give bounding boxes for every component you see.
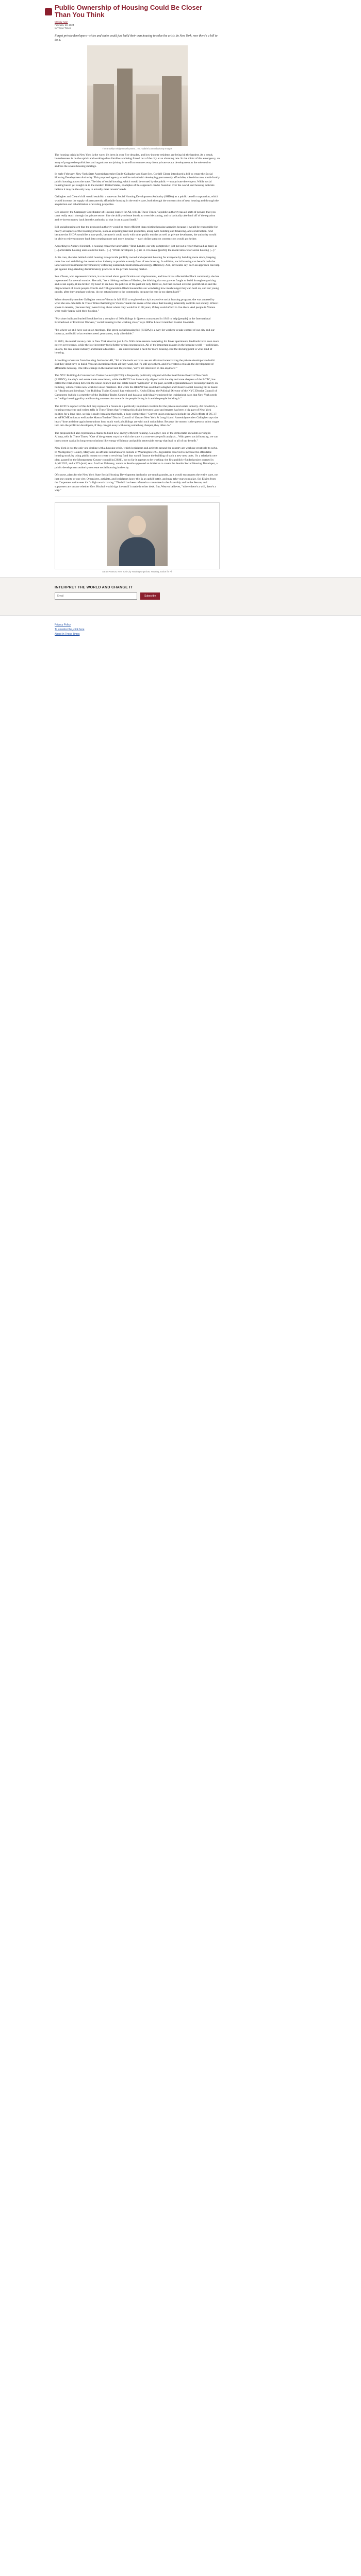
author-photo: [107, 505, 168, 566]
byline: [55, 21, 220, 30]
privacy-policy-link[interactable]: Privacy Policy: [55, 623, 71, 626]
paragraph: Bill socialhousing.org that the proposed authority would be more efficient than existing housing agencies because it would be responsible for nearly all aspects of the housing process, such as acquiring land and properties, along with building and financing, and construction. And because the SHDA would be a non-profit, because it could work with other public entities as well as private developers, the authority would be able to reinvest money back into creating more and more housing — each dollar spent on construction would go further.: [55, 226, 218, 241]
page: [0, 0, 361, 647]
paragraph: Of course, plans for the New York State Social Housing Development Authority are much grander, as it would encompass the entire state, not just one county or one city. Organizers, activists, and legislators know this is an uphill battle, and may take years to realize. Sol Elkins from the Carpenters union sees it's "a fight worth having." The bill has been referred to committee in the Assembly and in the Senate, and supporters are unsure whether Gov. Hochul would sign it even if it made it to her desk. But, Weaver believes, "where there's a will, there's a way.": [55, 473, 218, 492]
paragraph: The NYC Building & Construction Trades Council (BCTC) is frequently politically aligned with the Real Estate Board of New York (REBNY), the city's real estate trade association, while the BCTC has historically aligned with the city and state chapters of the BCTC, has called the relationship between the union council and real estate board "symbiotic" in the past, as both organizations are focused primarily on building, which creates new work for union members. But while the REBNY has said that Gallagher and Cleare's social housing bill is based in "idealism and ideology," the Building Trades Council has embraced it. Kevin Elkins, the Political Director of the NYC District Council of Carpenters (which is a member of the Building Trades Council and has also individually endorsed the legislation), says that New York needs to "realign housing policy and housing construction towards the people living in it and the people building it.": [55, 374, 218, 400]
hero-caption: The Brooklyn Bridge Development... etc. Gabriel Lumumba/Getty Images: [102, 147, 172, 150]
hero-image: [87, 45, 188, 146]
newsletter-email-input[interactable]: [55, 592, 137, 600]
newsletter-title: INTERPRET THE WORLD AND CHANGE IT: [55, 586, 133, 589]
paragraph: New York is not the only one dealing with a housing crisis, which legislators and activists around the country are working creatively to solve. In Montgomery County, Maryland, an affluent suburban area outside of Washington D.C., legislators resolved to increase the affordable housing stock by using public money to create a revolving fund that would finance the building of such a new new units. It's a relatively new plan, passed by the Montgomery County council in [2021], but so far it appears to be working: the first publicly-funded project opened in April 2023, and a 273-[unit] seat. And last February, voters in Seattle approved an initiative to create the Seattle Social Housing Developer, a public development authority to create social housing in the city.: [55, 447, 218, 469]
paragraph: The proposed bill also represents a chance to build new, energy efficient housing. Gallagher, one of the democratic socialists serving in Albany, tells In These Times, "One of the greatest ways in which the state is a cost-versus-profit analysis... With green social housing, we can invest more capital in long-term solutions like energy efficiency and public renewable energy that lead to all of our benefit.": [55, 431, 218, 443]
paragraph: When Assemblymember Gallagher went to Vienna in fall 2022 to explore that city's extensive social housing program, she was amazed by what she saw. She tells In These Times that being in Vienna "made me aware of the sense that housing inherently controls our society. When I spoke to tenants, [because they] were living about where they would be in 40 years, if they could afford to live there. And people in Vienna were really happy with their housing.": [55, 298, 219, 313]
subscribe-button[interactable]: Subscribe: [140, 592, 160, 600]
paragraph: "It's where we still have our union meetings. The green social housing bill [SHDA] is a way for workers to take control of our city and our industry, and build what workers need: permanent, truly affordable.": [55, 328, 215, 335]
author-caption: Sarah Pearson, New York City Housing Organizer, Housing Justice for All: [102, 570, 172, 573]
paragraph: Sen. Cleare, who represents Harlem, is concerned about gentrification and displacement, and how it has affected the Black community she has represented for several months. She said, "As a lifelong resident of Harlem, the thinking that our parents fought to build through organizing and sweat equity, it has broken my heart to see how the policies of the past not only failed us, but fast-tracked extreme gentrification and the displacement of Black people. Fourth and fifth generation Black households are wondering how much longer they can hold on, and our young people, after they graduate college, do not return home to the community because the rent is too damn high!": [55, 275, 219, 294]
paragraph: The BCTC's support of this bill may represent a fissure in a politically important coalition for the private real estate industry. Ari Goodrich, a housing researcher and writer, tells In These Times that "creating this divide between labor and tenants has been a big part of New York politics for a long time, so this is really breaking that mold, a huge competitive." Current union endeavors include the 2023 efforts of DC 37, an AFSCME union as well as the Mason Tenders' District Council of Greater New York & Long Island. Assemblymember Gallagher says she hears "time and time again from unions how much work a buildings are with such union labor. Because the money is the quest so union wages into into the profit for developers, if they can get away with using something cheaper, they often do.": [55, 404, 219, 427]
paragraph: Gallagher and Cleare's bill would establish a state-run Social Housing Development Authority (SHDA) as a public benefit corporation, which would increase the supply of permanently affordable housing in the entire state, both through the construction of new housing and through the acquisition and rehabilitation of existing properties.: [55, 195, 219, 206]
paragraph: At its core, the idea behind social housing is to provide publicly owned and operated housing for everyone by building more stock, keeping rents low and stabilizing the construction industry to provide a steady flow of new housing. In addition, social housing can benefit both the labor and environmental movements by enforcing sustained construction and energy efficiency. And, advocates say, such an approach can help get against long-standing discriminatory practices in the private housing market.: [55, 256, 220, 271]
article: [55, 0, 220, 573]
paragraph: Cea Weaver, the Campaign Coordinator of Housing Justice for All, tells In These Times, "a public authority has all sorts of powers that you can't really reach through the private sector: like the ability to issue bonds, to override zoning, and to basically take land off of the equation and re-invest money back into the authority so that it can expand itself.": [55, 210, 216, 222]
paragraph: In 2023, the rental vacancy rate in New York stood at just 1.4%. With more renters competing for fewer apartments, landlords have even more power over tenants, while the low inventory fuels further urban concentration. All of the important players in the housing world — politicians, unions, the real estate industry and tenant advocates — are united around a need for more housing. But the sticking point is what kind of housing.: [55, 340, 219, 354]
author-photo-frame: [55, 502, 220, 569]
paragraph: The housing crisis in New York is the worst it's been in over five decades, and low-income residents are being hit the hardest. As a result, homelessness is on the uptick and working-class families are being forced out of the city at an alarming rate. In the midst of this emergency, an array of progressive politicians and organizers are joining in an effort to move away from private sector development as the sole tool to address the severe housing shortage.: [55, 153, 220, 168]
paragraph: In early February, New York State Assemblymember Emily Gallagher and State Sen. Cordell Cleare introduced a bill to create the Social Housing Development Authority. This proposed agency would be tasked with developing permanently affordable, mixed-income, multi-family public housing across the state. The idea of social housing, which would be owned by the public — not private developers. While social housing hasn't yet caught on in the modern United States, examples of this approach can be found all over the world, and housing activists believe it may be the only way to actually meet tenants' needs.: [55, 172, 220, 191]
about-link[interactable]: About In These Times: [55, 633, 80, 636]
byline-author-link[interactable]: Melody Iwan: [55, 21, 68, 23]
paragraph: According to Weaver from Housing Justice for All, "All of the tools we have use are all about incentivizing the private developers to build. But they don't have to build. You can incentivize them all they want, but it's still up to them, and it's created a crisis in the development of affordable housing. One little change in the market and they're like, 'we're not interested in this anymore.'": [55, 359, 216, 370]
paragraph: "My sister built and buried Brookline but a complex of 30 buildings in Queens constructed in 1949 to help [people] in the International Brotherhood of Electrical Workers," social housing in the working class," says IBEW Local 3 member Ezekiel Goodrich.: [55, 317, 211, 324]
article-headline: Public Ownership of Housing Could Be Closer Than You Think: [55, 4, 203, 19]
paragraph: According to Andrew Heinrich, a housing researcher and writer, "Brad Lander, our city comptroller, just put out a report that said as many as [...] affordable housing units could be built... [...] "While developers [...] are in it to make [profit], the model allows for social housing [...].": [55, 245, 218, 252]
unsubscribe-link[interactable]: To unsubscribe, click here: [55, 628, 85, 631]
byline-section: In These Times: [55, 27, 71, 29]
article-body: [55, 154, 220, 493]
byline-date: February 13, 2024: [55, 24, 74, 26]
publication-logo-icon[interactable]: [45, 8, 52, 15]
newsletter-signup: [0, 577, 361, 616]
footer: [0, 616, 361, 647]
article-dek: Forget private developers—cities and states could just build their own housing to solve the crisis. In New York, now there's a bill to do it.: [55, 35, 218, 42]
